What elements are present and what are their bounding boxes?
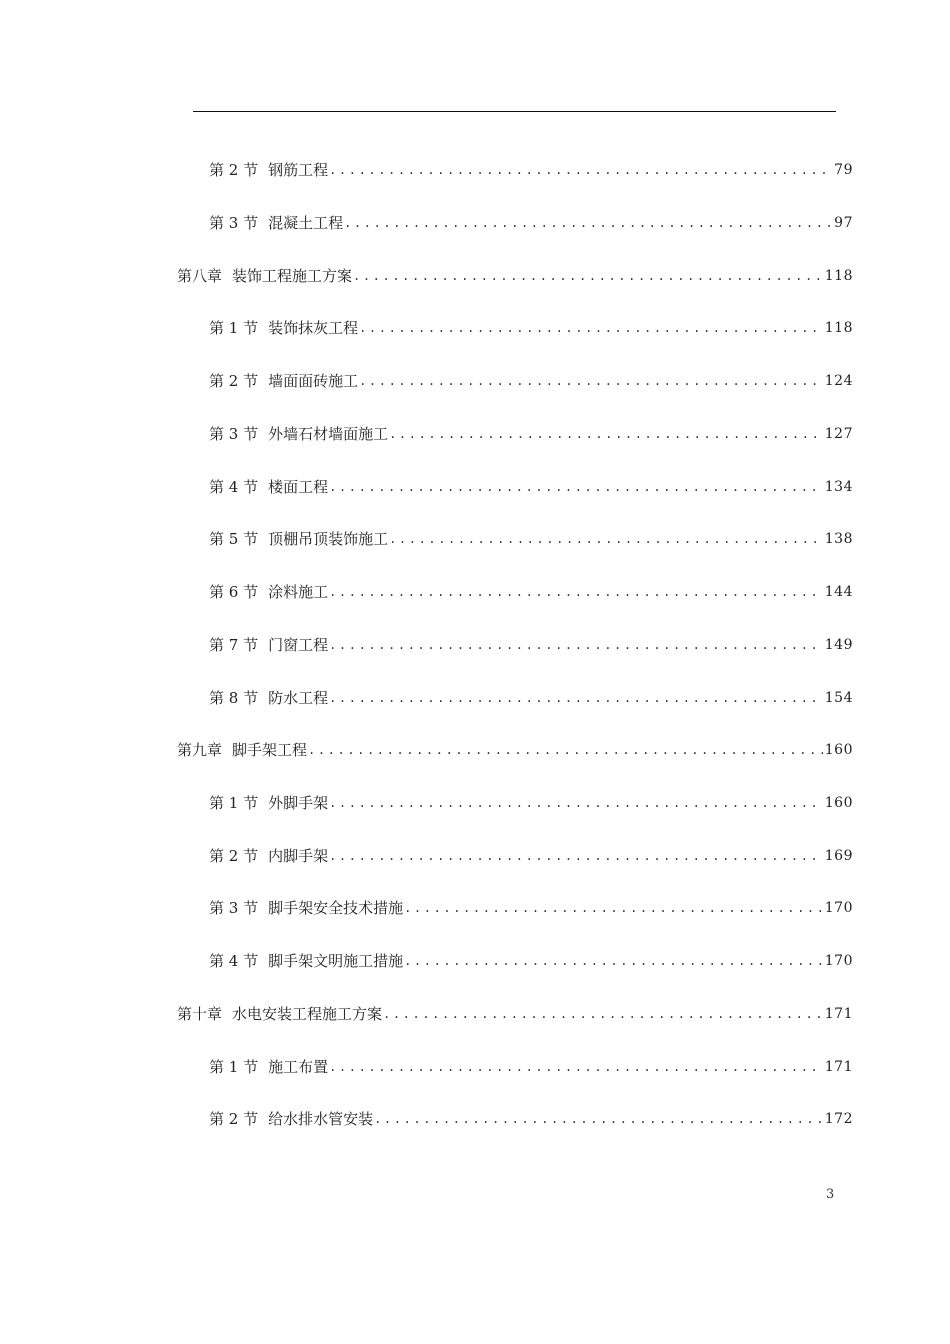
toc-chapter-entry[interactable] xyxy=(177,265,853,287)
dot-leader xyxy=(328,634,823,656)
toc-entry-number: 第 3 节 xyxy=(209,214,259,232)
toc-entry-title: 墙面面砖施工 xyxy=(268,372,359,390)
toc-entry-number: 第八章 xyxy=(177,267,223,285)
toc-chapter-entry[interactable] xyxy=(177,739,853,761)
toc-entry[interactable] xyxy=(209,897,853,919)
toc-entry-page: 118 xyxy=(824,268,853,284)
toc-entry-number: 第 1 节 xyxy=(209,319,259,337)
toc-entry-title: 钢筋工程 xyxy=(268,161,329,179)
toc-entry-page: 97 xyxy=(834,215,853,231)
dot-leader xyxy=(328,792,823,814)
toc-entry-title: 外墙石材墙面施工 xyxy=(268,425,389,443)
dot-leader xyxy=(373,1108,823,1130)
toc-entry-title: 楼面工程 xyxy=(268,478,329,496)
toc-entry-number: 第九章 xyxy=(177,741,223,759)
toc-entry-page: 134 xyxy=(824,479,853,495)
dot-leader xyxy=(382,1003,823,1025)
dot-leader xyxy=(328,1056,823,1078)
dot-leader xyxy=(358,370,823,392)
dot-leader xyxy=(328,845,823,867)
toc-entry-title: 施工布置 xyxy=(268,1058,329,1076)
toc-entry-number: 第 2 节 xyxy=(209,847,259,865)
toc-entry-page: 118 xyxy=(824,320,853,336)
toc-entry-title: 门窗工程 xyxy=(268,636,329,654)
toc-entry-title: 脚手架文明施工措施 xyxy=(268,952,404,970)
toc-entry-number: 第 2 节 xyxy=(209,161,259,179)
toc-entry-number: 第 2 节 xyxy=(209,372,259,390)
toc-entry[interactable] xyxy=(209,423,853,445)
toc-entry[interactable] xyxy=(209,1056,853,1078)
toc-entry[interactable] xyxy=(209,845,853,867)
toc-entry-page: 171 xyxy=(824,1059,853,1075)
dot-leader xyxy=(403,950,823,972)
toc-entry[interactable] xyxy=(209,159,853,181)
toc-entry[interactable] xyxy=(209,528,853,550)
toc-entry-title: 外脚手架 xyxy=(268,794,329,812)
toc-entry-number: 第 1 节 xyxy=(209,1058,259,1076)
toc-entry[interactable] xyxy=(209,1108,853,1130)
toc-entry-page: 169 xyxy=(824,848,853,864)
toc-entry[interactable] xyxy=(209,370,853,392)
toc-entry[interactable] xyxy=(209,950,853,972)
toc-entry-page: 171 xyxy=(824,1006,853,1022)
toc-entry-page: 172 xyxy=(824,1111,853,1127)
toc-entry-page: 154 xyxy=(824,690,853,706)
toc-entry[interactable] xyxy=(209,212,853,234)
page-number: 3 xyxy=(826,1187,835,1202)
toc-entry[interactable] xyxy=(209,476,853,498)
toc-entry-page: 149 xyxy=(824,637,853,653)
dot-leader xyxy=(343,212,832,234)
toc-entry[interactable] xyxy=(209,687,853,709)
toc-entry-title: 防水工程 xyxy=(268,689,329,707)
dot-leader xyxy=(403,897,823,919)
toc-entry-title: 给水排水管安装 xyxy=(268,1110,374,1128)
dot-leader xyxy=(358,317,823,339)
toc-entry-title: 脚手架工程 xyxy=(232,741,308,759)
toc-entry-page: 127 xyxy=(824,426,853,442)
dot-leader xyxy=(328,476,823,498)
toc-entry-number: 第 2 节 xyxy=(209,1110,259,1128)
toc-entry-number: 第 4 节 xyxy=(209,478,259,496)
toc-entry[interactable] xyxy=(209,792,853,814)
toc-entry[interactable] xyxy=(209,634,853,656)
toc-entry-page: 170 xyxy=(824,900,853,916)
toc-entry-page: 170 xyxy=(824,953,853,969)
toc-entry-page: 124 xyxy=(824,373,853,389)
toc-entry-number: 第 4 节 xyxy=(209,952,259,970)
toc-entry-title: 装饰工程施工方案 xyxy=(232,267,353,285)
toc-entry-number: 第 7 节 xyxy=(209,636,259,654)
dot-leader xyxy=(328,159,832,181)
dot-leader xyxy=(328,687,823,709)
toc-chapter-entry[interactable] xyxy=(177,1003,853,1025)
toc-entry-number: 第 1 节 xyxy=(209,794,259,812)
toc-entry-number: 第十章 xyxy=(177,1005,223,1023)
toc-entry-title: 顶棚吊顶装饰施工 xyxy=(268,530,389,548)
toc-entry-title: 装饰抹灰工程 xyxy=(268,319,359,337)
toc-entry-number: 第 8 节 xyxy=(209,689,259,707)
dot-leader xyxy=(352,265,823,287)
toc-entry[interactable] xyxy=(209,581,853,603)
toc-entry-title: 水电安装工程施工方案 xyxy=(232,1005,383,1023)
toc-entry-page: 79 xyxy=(834,162,853,178)
toc-entry-number: 第 5 节 xyxy=(209,530,259,548)
dot-leader xyxy=(307,739,823,761)
toc-entry-page: 160 xyxy=(824,795,853,811)
toc-entry-title: 涂料施工 xyxy=(268,583,329,601)
toc-entry-title: 脚手架安全技术措施 xyxy=(268,899,404,917)
dot-leader xyxy=(388,528,823,550)
toc-entry-page: 138 xyxy=(824,531,853,547)
toc-entry-title: 混凝土工程 xyxy=(268,214,344,232)
toc-entry-title: 内脚手架 xyxy=(268,847,329,865)
toc-entry-number: 第 3 节 xyxy=(209,899,259,917)
dot-leader xyxy=(328,581,823,603)
toc-entry-number: 第 3 节 xyxy=(209,425,259,443)
toc-entry-number: 第 6 节 xyxy=(209,583,259,601)
dot-leader xyxy=(388,423,823,445)
toc-entry-page: 144 xyxy=(824,584,853,600)
toc-entry-page: 160 xyxy=(824,742,853,758)
toc-entry[interactable] xyxy=(209,317,853,339)
